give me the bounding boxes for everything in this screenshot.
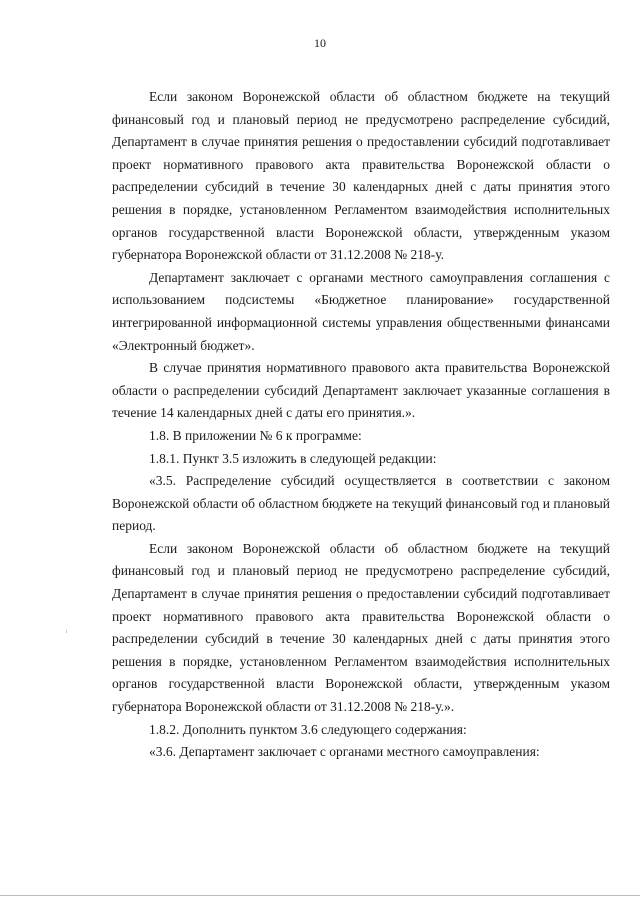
page-number: 10 (314, 36, 326, 50)
paragraph-item-1-8-1: 1.8.1. Пункт 3.5 изложить в следующей редакции: (149, 450, 437, 466)
document-body (112, 86, 610, 764)
scan-bottom-edge (0, 895, 640, 896)
paragraph-subsidy-distribution-2: Если законом Воронежской области об областном бюджете на текущий финансовый год и плановый период не предусмотрено распределение субсидий, Департамент в случае принятия решения о предоставлении субсидий подготавливает проект нормативного правового акта правительства Воронежской области о распределении субсидий в течение 30 календарных дней с даты принятия этого решения в порядке, установленном Регламентом взаимодействия исполнительных органов государственной власти Воронежской области, утвержденным указом губернатора Воронежской области от 31.12.2008 № 218-у.». (112, 540, 610, 715)
paragraph-item-1-8: 1.8. В приложении № 6 к программе: (149, 427, 362, 443)
paragraph-subsidy-distribution-1: Если законом Воронежской области об областном бюджете на текущий финансовый год и плановый период не предусмотрено распределение субсидий, Департамент в случае принятия решения о предоставлении субсидий подготавливает проект нормативного правового акта правительства Воронежской области о распределении субсидий в течение 30 календарных дней с даты принятия этого решения в порядке, установленном Регламентом взаимодействия исполнительных органов государственной власти Воронежской области, утвержденным указом губернатора Воронежской области от 31.12.2008 № 218-у. (112, 89, 610, 263)
paragraph-item-1-8-2: 1.8.2. Дополнить пунктом 3.6 следующего содержания: (149, 721, 467, 737)
paragraph-clause-3-6: «3.6. Департамент заключает с органами местного самоуправления: (149, 744, 540, 760)
paragraph-agreements: Департамент заключает с органами местного самоуправления соглашения с использованием подсистемы «Бюджетное планирование» государственной интегрированной информационной системы управления общественными финансами «Электронный бюджет». (112, 269, 610, 353)
paragraph-agreement-deadline: В случае принятия нормативного правового акта правительства Воронежской области о распределении субсидий Департамент заключает указанные соглашения в течение 14 календарных дней с даты его принятия.». (112, 360, 610, 421)
scan-speck (66, 630, 67, 633)
paragraph-clause-3-5: «3.5. Распределение субсидий осуществляется в соответствии с законом Воронежской области об областном бюджете на текущий финансовый год и плановый период. (112, 473, 610, 534)
